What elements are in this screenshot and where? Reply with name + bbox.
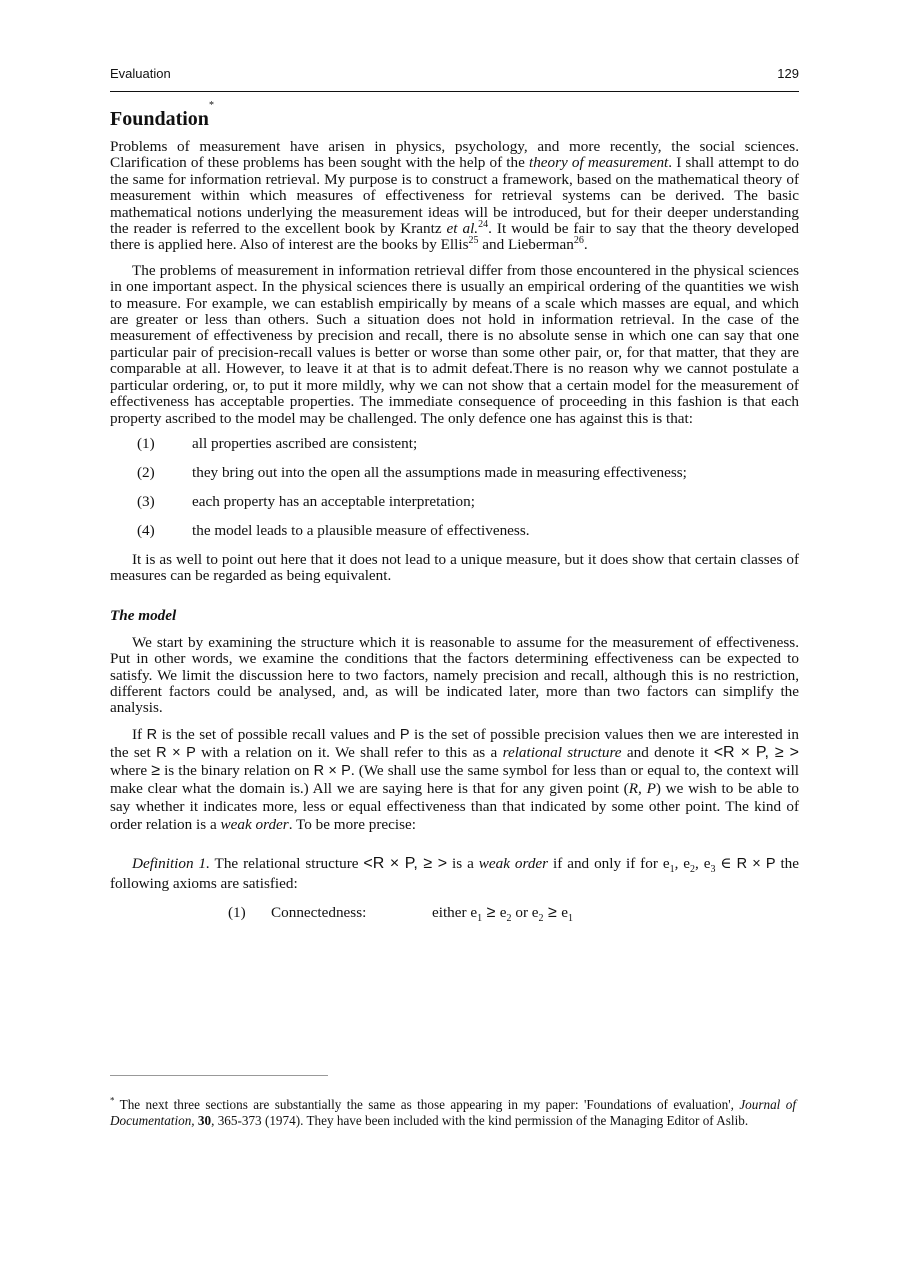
running-head-title: Evaluation — [110, 66, 171, 81]
list-item: (1) all properties ascribed are consistent; — [137, 434, 418, 452]
paragraph-1: Problems of measurement have arisen in physics, psychology, and more recently, the social sciences. Clarification of these problems has been sought with the help of the theory of measurement. I shall attempt to do the same for information retrieval. My purpose is to construct a framework, based on the mathematical theory of measurement within which measures of effectiveness for retrieval systems can be derived. The basic mathematical notions underlying the measurement ideas will be introduced, but for their deeper understanding the reader is referred to the excellent book by Krantz et al.$^{24}$. It would be fair to say that the theory developed there is applied here. Also of interest are the books by Ellis$^{25}$ and Lieberman$^{26}$. — [110, 138, 800, 254]
axiom-condition: either $e_1 \ge e_2$ or $e_2 \ge e_1$ — [432, 903, 573, 924]
list-item: (4) the model leads to a plausible measure of effectiveness. — [137, 521, 530, 539]
property-list — [110, 436, 799, 539]
footnote-rule — [110, 1075, 328, 1076]
list-item: (2) they bring out into the open all the assumptions made in measuring effectiveness; — [137, 463, 687, 481]
running-head — [110, 66, 799, 84]
header-rule — [110, 91, 799, 92]
citation-25: 25 — [468, 235, 479, 247]
footnote: * The next three sections are substantially the same as those appearing in my paper: 'Foundations of evaluation', Journal of Documentation, 30, 365-373 (1974). They have been included with the kind permission of the Managing Editor of Aslib. — [110, 1095, 796, 1129]
body-text — [110, 100, 800, 925]
paragraph-4: We start by examining the structure which it is reasonable to assume for the measurement of effectiveness. Put in other words, we examine the conditions that the factors determining effectiveness can be expected to satisfy. We limit the discussion here to two factors, namely precision and recall, although this is no restriction, different factors could be analysed, and, as will be indicated later, more than two factors can simplify the analysis. — [110, 633, 799, 717]
axiom-connectedness: (1) Connectedness: either $e_1 \ge e_2$ or $e_2 \ge e_1$ — [228, 903, 573, 924]
citation-26: 26 — [573, 235, 584, 247]
paragraph-2: The problems of measurement in information retrieval differ from those encountered in the physical sciences in one important aspect. In the physical sciences there is usually an empirical ordering of the quantities we wish to measure. For example, we can establish empirically by means of a scale which masses are equal, and which are greater or less than others. Such a situation does not hold in information retrieval. In the case of the measurement of effectiveness by precision and recall, there is no absolute sense in which one can say that one particular pair of precision-recall values is better or worse than some other pair, or, for that matter, that they are comparable at all. However, to leave it at that is to admit defeat.There is no reason why we cannot postulate a particular ordering, or, to put it more mildly, why we can not show that a certain model for the measurement of effectiveness has acceptable properties. The immediate consequence of proceeding in this fashion is that each property ascribed to the model may be challenged. The only defence one has against this is that: — [110, 261, 799, 427]
subsection-title: The model — [110, 606, 177, 624]
page-number: 129 — [777, 66, 799, 81]
definition-1: Definition 1. The relational structure <R × P, ≥ > is a weak order if and only if for $e_1$, $e_2$, $e_3$ ∈ R × P the following axioms are satisfied: — [110, 854, 799, 892]
paragraph-3: It is as well to point out here that it does not lead to a unique measure, but it does show that certain classes of measures can be regarded as being equivalent. — [110, 550, 799, 585]
list-item: (3) each property has an acceptable interpretation; — [137, 492, 475, 510]
paragraph-5: If R is the set of possible recall values and P is the set of possible precision values then we are interested in the set R × P with a relation on it. We shall refer to this as a relational structure and denote it <R × P, ≥ > where ≥ is the binary relation on R × P. (We shall use the same symbol for less than or equal to, the context will make clear what the domain is.) All we are saying here is that for any given point (R, P) we wish to be able to say whether it indicates more, less or equal effectiveness than that indicated by some other point. The kind of order relation is a weak order. To be more precise: — [110, 725, 800, 833]
section-title: Foundation* — [110, 100, 214, 130]
relational-structure: <R × P, ≥ > — [713, 743, 800, 761]
citation-24: 24 — [478, 218, 489, 230]
footnote-marker: * — [208, 100, 214, 111]
